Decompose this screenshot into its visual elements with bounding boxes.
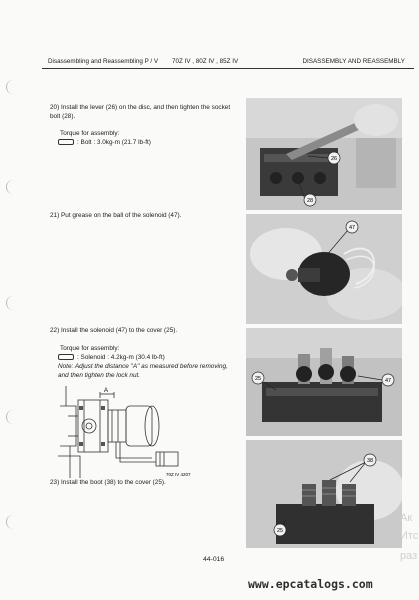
- step-20-torque-value: [58, 139, 151, 148]
- header-models: 70Z IV , 80Z IV , 85Z IV: [172, 58, 239, 65]
- diagram-code: 70Z IV 4207: [166, 472, 191, 477]
- header-chapter: DISASSEMBLY AND REASSEMBLY: [302, 58, 405, 65]
- note-text: Adjust the distance "A" as measured before removing, and then tighten the lock nut.: [58, 363, 228, 379]
- binder-hole: [6, 410, 16, 424]
- header-section-title: Disassembling and Reassembling P / V: [48, 58, 159, 65]
- binder-hole: [6, 296, 16, 310]
- torque-wrench-icon: [58, 354, 74, 360]
- ghost-text: Ак: [400, 512, 413, 524]
- ghost-text: раз: [400, 550, 418, 562]
- header-rule: [42, 68, 414, 69]
- binder-hole: [6, 515, 16, 529]
- step-22-torque-value: [58, 354, 165, 363]
- photo-step-22: [246, 328, 402, 436]
- step-22-note: [58, 363, 233, 380]
- step-20-text: 20) Install the lever (26) on the disc, and then tighten the socket bolt (28).: [50, 104, 231, 120]
- step-22-text: 22) Install the solenoid (47) to the cover (25).: [50, 327, 178, 334]
- solenoid-adjustment-diagram: [56, 386, 196, 478]
- step-21-text: 21) Put grease on the ball of the solenoid (47).: [50, 212, 182, 219]
- callout-38: 38: [366, 458, 374, 464]
- step-23-text: 23) Install the boot (38) to the cover (25).: [50, 479, 166, 486]
- step-22-torque-label: Torque for assembly:: [60, 345, 120, 352]
- callout-26: 26: [330, 156, 338, 162]
- photo-step-21: [246, 214, 402, 324]
- photo-step-23: [246, 440, 402, 548]
- ghost-text: Итс: [400, 530, 419, 542]
- callout-28: 28: [306, 198, 314, 204]
- photo-step-20: [246, 98, 402, 210]
- note-label: Note:: [58, 363, 74, 370]
- binder-hole: [6, 180, 16, 194]
- step-20-torque-text: : Bolt : 3.0kg-m (21.7 lb-ft): [77, 139, 151, 146]
- callout-47: 47: [384, 378, 392, 384]
- step-20-torque-label: Torque for assembly:: [60, 130, 120, 137]
- step-22-torque-text: : Solenoid : 4.2kg-m (30.4 lb-ft): [77, 354, 165, 361]
- binder-hole: [6, 80, 16, 94]
- dimension-a-label: A: [104, 388, 109, 394]
- page-number: 44-016: [203, 556, 225, 563]
- callout-25: 25: [276, 528, 284, 534]
- callout-47: 47: [348, 225, 356, 231]
- watermark-link[interactable]: www.epcatalogs.com: [248, 577, 373, 591]
- torque-wrench-icon: [58, 139, 74, 145]
- callout-25: 25: [254, 376, 262, 382]
